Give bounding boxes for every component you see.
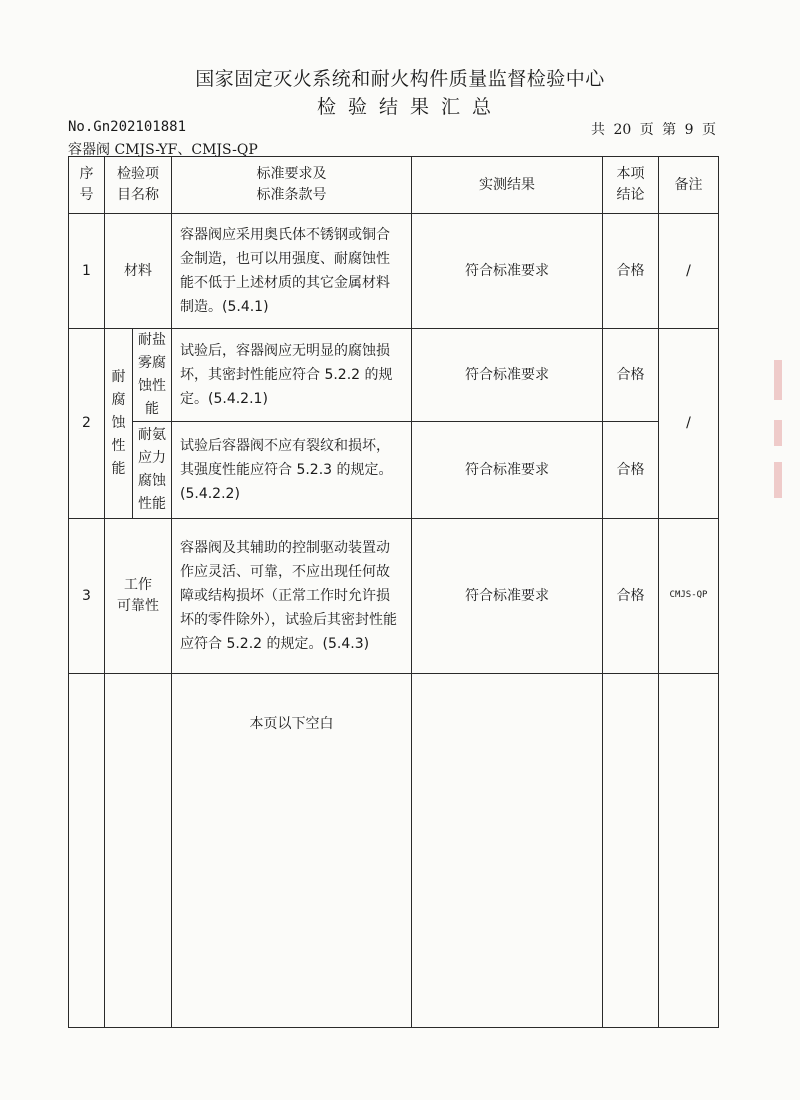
blank-cell — [659, 674, 719, 1028]
row-item: 耐 腐 蚀 性 能 — [105, 329, 133, 519]
header-seq: 序 号 — [69, 157, 105, 214]
blank-note: 本页以下空白 — [172, 674, 412, 1028]
row-no: 2 — [69, 329, 105, 519]
table-row — [69, 329, 719, 422]
row-requirement: 试验后，容器阀应无明显的腐蚀损坏，其密封性能应符合 5.2.2 的规定。(5.4.2.1) — [172, 329, 412, 422]
row-result: 符合标准要求 — [412, 214, 603, 329]
row-result: 符合标准要求 — [412, 422, 603, 519]
table-row — [69, 519, 719, 674]
document-subtitle: 检验结果汇总 — [316, 96, 503, 118]
row-conclusion: 合格 — [603, 519, 659, 674]
row-requirement: 容器阀应采用奥氏体不锈钢或铜合金制造，也可以用强度、耐腐蚀性能不低于上述材质的其它金属材料制造。(5.4.1) — [172, 214, 412, 329]
blank-cell — [105, 674, 172, 1028]
row-result: 符合标准要求 — [412, 329, 603, 422]
header-item: 检验项 目名称 — [105, 157, 172, 214]
row-no: 3 — [69, 519, 105, 674]
row-requirement: 试验后容器阀不应有裂纹和损坏，其强度性能应符合 5.2.3 的规定。(5.4.2.2) — [172, 422, 412, 519]
seal-stamp-mark — [774, 360, 782, 400]
row-remark: / — [659, 214, 719, 329]
results-table — [68, 156, 719, 1028]
seal-stamp-mark — [774, 420, 782, 446]
document-title: 国家固定灭火系统和耐火构件质量监督检验中心 — [195, 68, 605, 90]
header-requirement: 标准要求及 标准条款号 — [172, 157, 412, 214]
blank-cell — [69, 674, 105, 1028]
row-conclusion: 合格 — [603, 214, 659, 329]
row-requirement: 容器阀及其辅助的控制驱动装置动作应灵活、可靠，不应出现任何故障或结构损坏（正常工作时允许损坏的零件除外），试验后其密封性能应符合 5.2.2 的规定。(5.4.3) — [172, 519, 412, 674]
row-result: 符合标准要求 — [412, 519, 603, 674]
header-remark: 备注 — [659, 157, 719, 214]
header-result: 实测结果 — [412, 157, 603, 214]
blank-cell — [603, 674, 659, 1028]
blank-cell — [412, 674, 603, 1028]
row-conclusion: 合格 — [603, 422, 659, 519]
row-subitem: 耐氨 应力 腐蚀 性能 — [133, 422, 172, 519]
row-subitem: 耐盐 雾腐 蚀性 能 — [133, 329, 172, 422]
seal-stamp-mark — [774, 462, 782, 498]
header-conclusion: 本项 结论 — [603, 157, 659, 214]
blank-row — [69, 674, 719, 1028]
row-no: 1 — [69, 214, 105, 329]
product-name: 容器阀 CMJS-YF、CMJS-QP — [68, 142, 258, 158]
row-conclusion: 合格 — [603, 329, 659, 422]
table-header-row — [69, 157, 719, 214]
row-item: 工作 可靠性 — [105, 519, 172, 674]
page-info: 共 20 页 第 9 页 — [591, 122, 716, 138]
row-item: 材料 — [105, 214, 172, 329]
table-row — [69, 214, 719, 329]
report-number: No.Gn202101881 — [68, 119, 187, 135]
row-remark: CMJS-QP — [659, 519, 719, 674]
row-remark: / — [659, 329, 719, 519]
table-row — [69, 422, 719, 519]
